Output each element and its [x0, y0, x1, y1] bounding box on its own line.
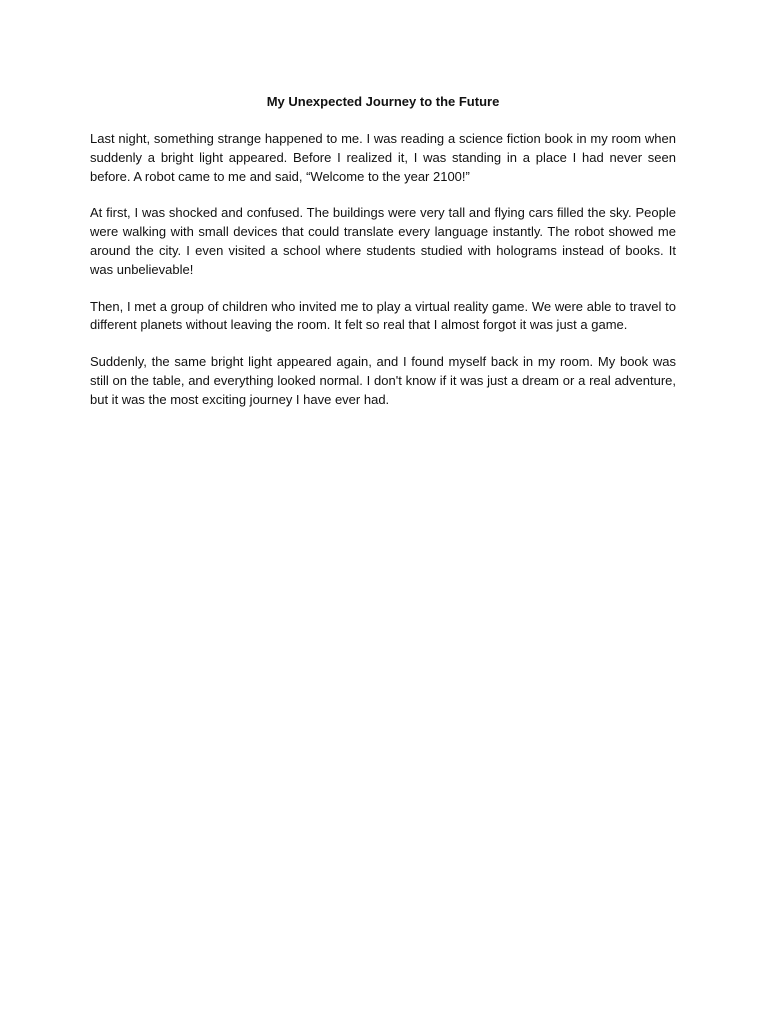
document-title: My Unexpected Journey to the Future — [266, 94, 500, 109]
paragraph-3: Then, I met a group of children who invited me to play a virtual reality game. We were able to travel to different planets without leaving the room. It felt so real that I almost forgot it was just a game. — [90, 298, 676, 333]
paragraph-2: At first, I was shocked and confused. The buildings were very tall and flying cars filled the sky. People were walking with small devices that could translate every language instantly. The robot showed me around the city. I even visited a school where students studied with holograms instead of books. It was unbelievable! — [90, 205, 676, 277]
paragraph-1: Last night, something strange happened to me. I was reading a science fiction book in my room when suddenly a bright light appeared. Before I realized it, I was standing in a place I had never seen before. A robot came to me and said, “Welcome to the year 2100!” — [90, 131, 676, 184]
document-body — [90, 92, 676, 428]
paragraph-4: Suddenly, the same bright light appeared again, and I found myself back in my room. My book was still on the table, and everything looked normal. I don't know if it was just a dream or a real adventure, but it was the most exciting journey I have ever had. — [90, 354, 676, 407]
